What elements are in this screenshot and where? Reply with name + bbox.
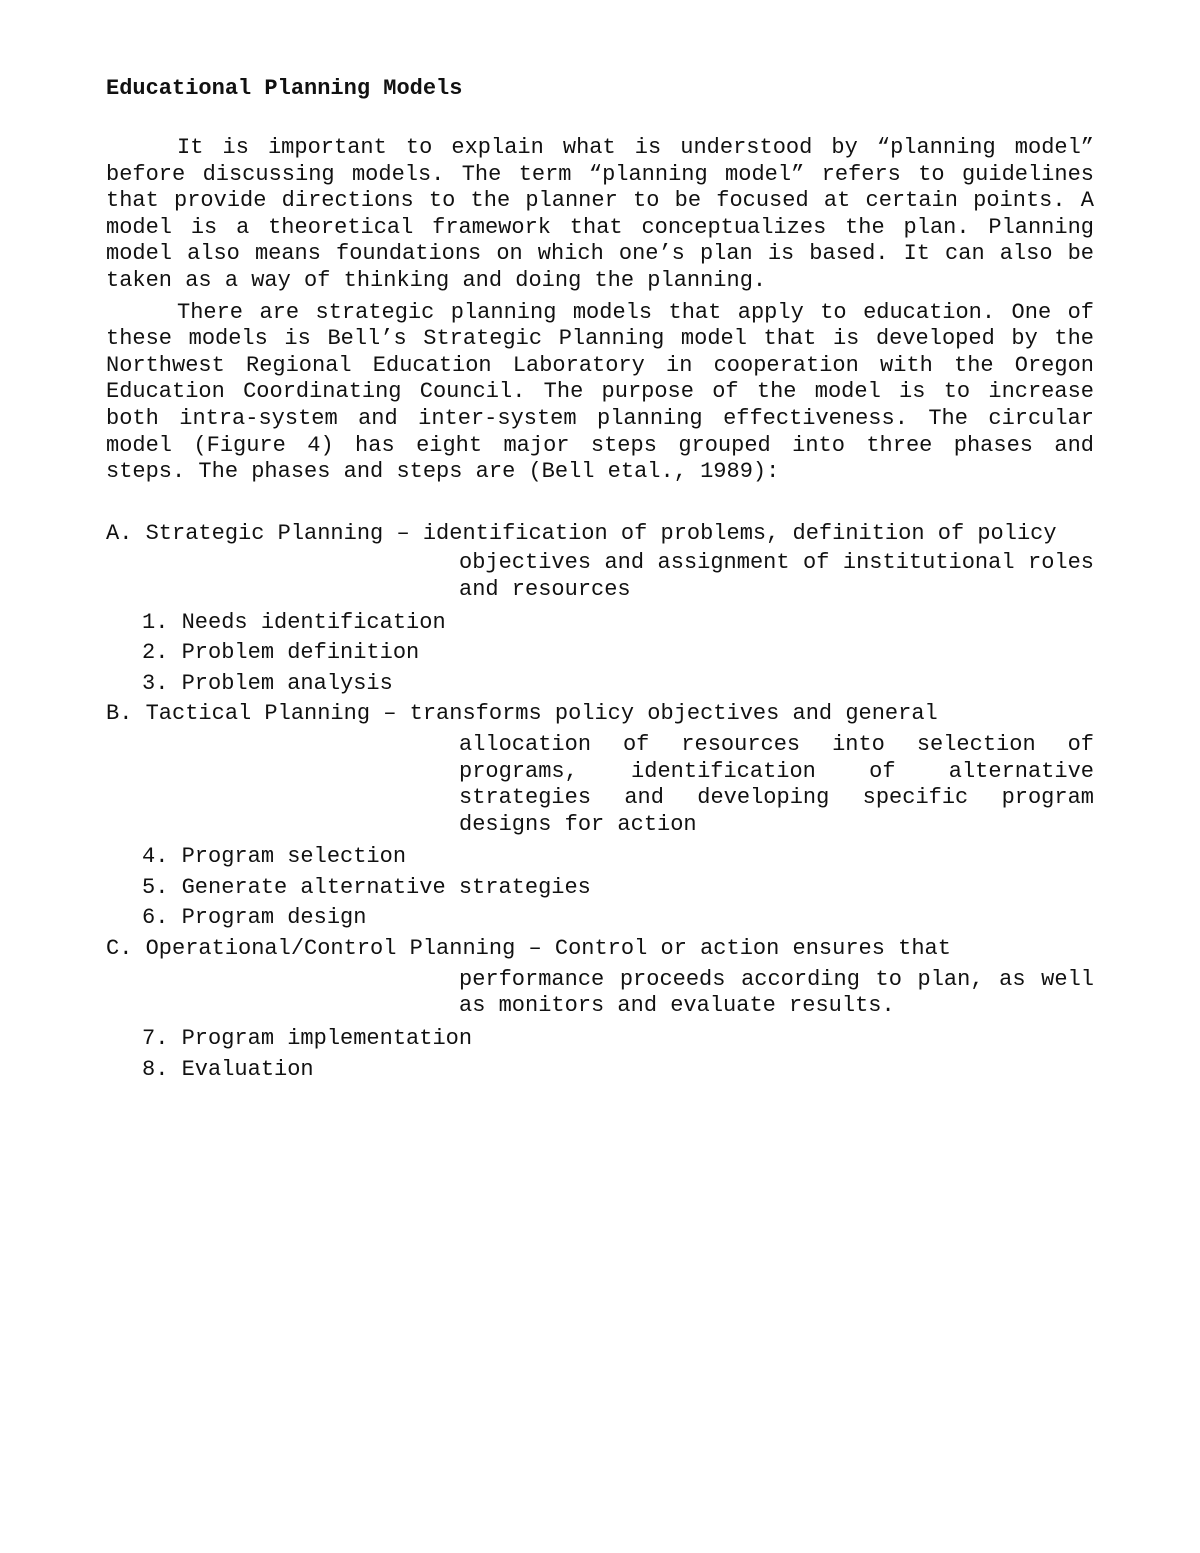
phase-a — [106, 521, 1094, 699]
document-title: Educational Planning Models — [106, 76, 463, 101]
phase-c-continuation: performance proceeds according to plan, as well as monitors and evaluate results. — [459, 966, 1094, 1019]
phase-c — [106, 934, 1094, 1085]
phase-c-steps — [106, 1024, 1094, 1085]
paragraph-strategic-models: There are strategic planning models that apply to education. One of these models is Bell’s Strategic Planning model that is developed by the Northwest Regional Education Laboratory in cooperation with the Oregon Education Coordinating Council. The purpose of the model is to increase both intra-system and inter-system planning effectiveness. The circular model (Figure 4) has eight major steps grouped into three phases and steps. The phases and steps are (Bell etal., 1989): — [106, 299, 1094, 485]
phase-b-steps — [106, 842, 1094, 934]
phase-c-heading: C. Operational/Control Planning – Control or action ensures that — [106, 935, 951, 961]
phase-a-heading: A. Strategic Planning – identification of problems, definition of policy — [106, 520, 1057, 546]
list-item: 6. Program design — [142, 905, 367, 931]
list-item: 7. Program implementation — [142, 1026, 473, 1052]
phase-a-steps — [106, 608, 1094, 700]
list-item: 1. Needs identification — [142, 609, 446, 635]
phase-b-heading: B. Tactical Planning – transforms policy objectives and general — [106, 701, 938, 726]
paragraph-intro: It is important to explain what is understood by “planning model” before discussing models. The term “planning model” refers to guidelines that provide directions to the planner to be focused at certain points. A model is a theoretical framework that conceptualizes the plan. Planning model also means foundations on which one’s plan is based. It can also be taken as a way of thinking and doing the planning. — [106, 135, 1094, 293]
list-item: 5. Generate alternative strategies — [142, 874, 591, 900]
document-page — [106, 76, 1094, 1085]
list-item: 2. Problem definition — [142, 640, 420, 665]
list-item: 8. Evaluation — [142, 1056, 314, 1082]
list-item: 3. Problem analysis — [142, 670, 393, 696]
phase-b-continuation: allocation of resources into selection of programs, identification of alternative strategies and developing specific program designs for action — [459, 732, 1094, 837]
phase-b — [106, 699, 1094, 934]
phase-a-continuation: objectives and assignment of institutional roles and resources — [459, 550, 1094, 602]
list-item: 4. Program selection — [142, 844, 407, 870]
